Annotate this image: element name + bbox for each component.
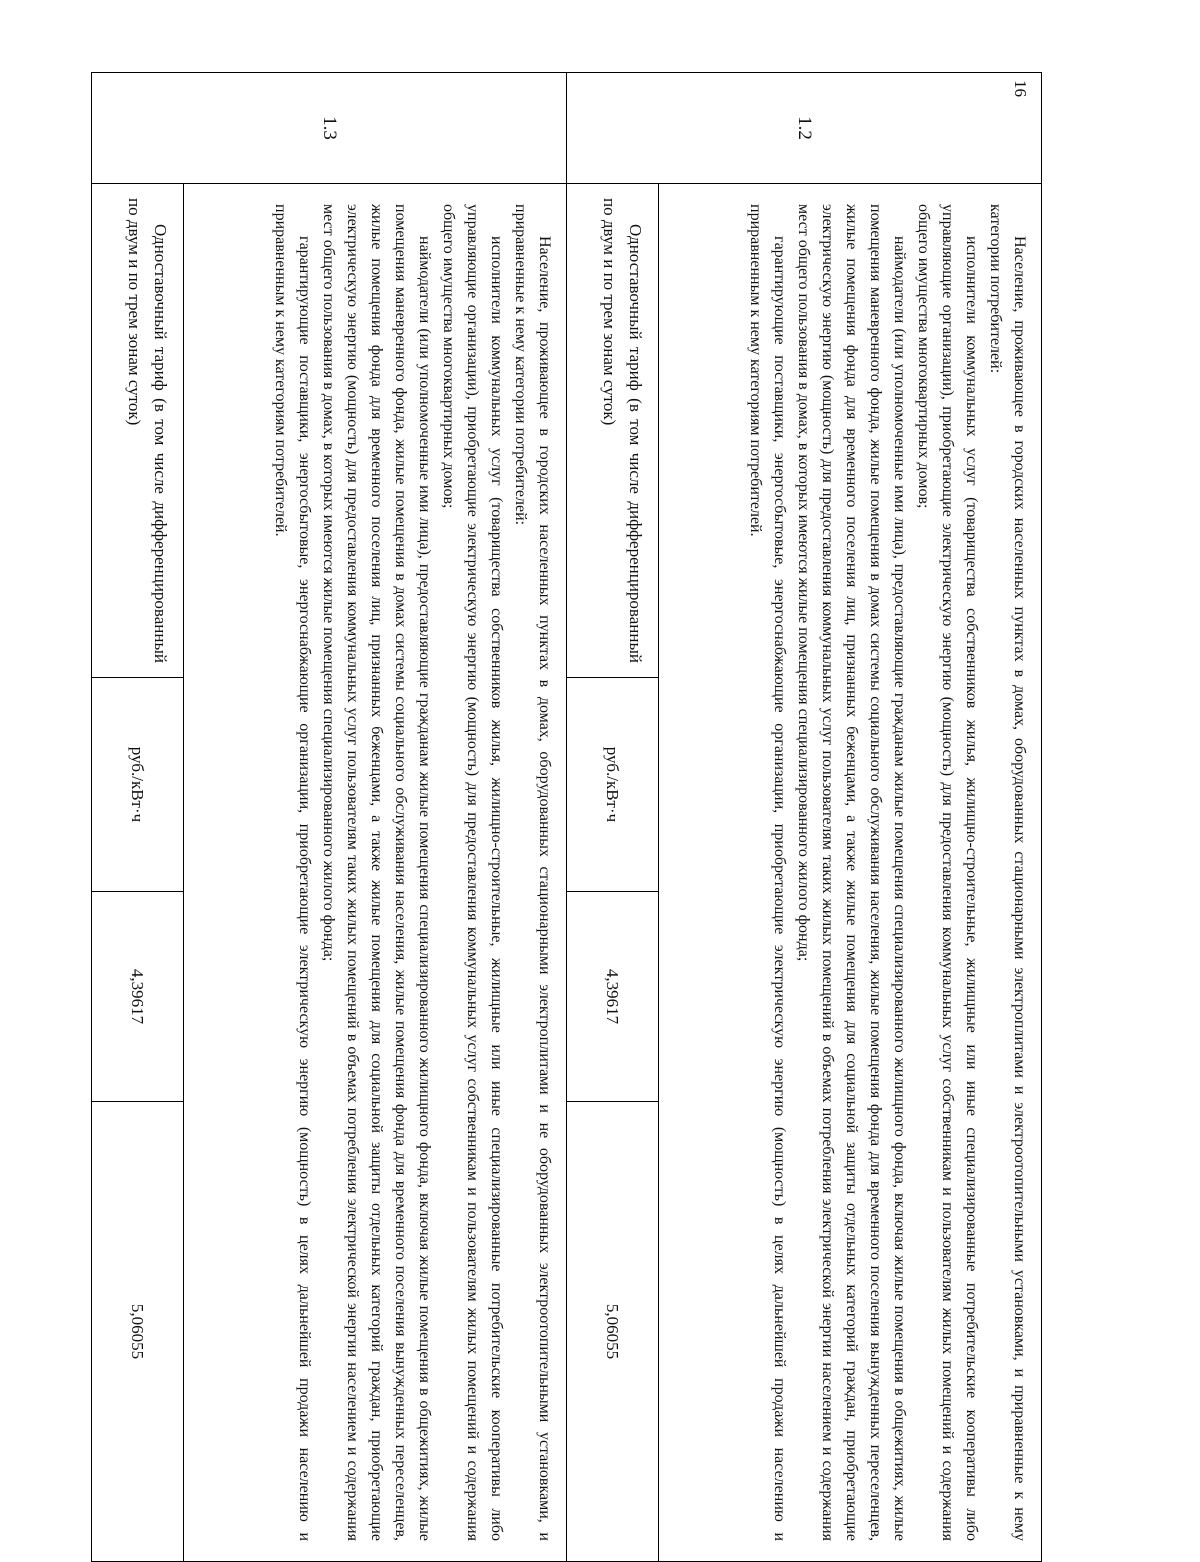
tariff-unit: руб./кВт·ч xyxy=(92,678,183,892)
tariff-table xyxy=(91,72,1042,1562)
description-paragraph: наймодатели (или уполномоченные ими лица), предоставляющие гражданам жилые помещения специализированного жилищного фонда, включая жилые помещения в общежитиях, жилые помещения маневренного фонда, жилые помещения в домах системы социального обслуживания населения, жилые помещения фонда для временного поселения вынужденных переселенцев, жилые помещения фонда для временного поселения лиц, признанных беженцами, а также жилые помещения для социальной защиты отдельных категорий граждан, приобретающие электрическую энергию (мощность) для предоставления коммунальных услуг пользователям таких жилых помещений в объемах потребления электрической энергии населением и содержания мест общего пользования в домах, в которых имеются жилые помещения специализированного жилого фонда; xyxy=(795,204,908,1541)
tariff-value-first-half: 4,39617 xyxy=(567,892,658,1102)
row-number: 1.3 xyxy=(91,72,566,184)
description-paragraph: исполнители коммунальных услуг (товарищества собственников жилья, жилищно-строительные, жилищные или иные специализированные потребительские кооперативы либо управляющие организации), приобретающие электрическую энергию (мощность) для предоставления коммунальных услуг собственникам и пользователям жилых помещений и содержания общего имущества многоквартирных домов; xyxy=(440,204,505,1541)
row-description xyxy=(659,184,1041,1561)
tariff-label: Одноставочный тариф (в том числе дифференцированный по двум и по трем зонам суток) xyxy=(92,184,183,678)
tariff-value-second-half: 5,06055 xyxy=(603,1303,623,1360)
table-row xyxy=(566,184,1041,1562)
tariff-label: Одноставочный тариф (в том числе дифференцированный по двум и по трем зонам суток) xyxy=(567,184,658,678)
description-paragraph: наймодатели (или уполномоченные ими лица), предоставляющие гражданам жилые помещения специализированного жилищного фонда, включая жилые помещения в общежитиях, жилые помещения маневренного фонда, жилые помещения в домах системы социального обслуживания населения, жилые помещения фонда для временного поселения вынужденных переселенцев, жилые помещения фонда для временного поселения лиц, признанных беженцами, а также жилые помещения для социальной защиты отдельных категорий граждан, приобретающие электрическую энергию (мощность) для предоставления коммунальных услуг пользователям таких жилых помещений в объемах потребления электрической энергии населением и содержания мест общего пользования в домах, в которых имеются жилые помещения специализированного жилого фонда; xyxy=(320,204,433,1541)
description-paragraph: гарантирующие поставщики, энергосбытовые, энергоснабжающие организации, приобретающие электрическую энергию (мощность) в целях дальнейшей продажи населению и приравненным к нему категориям потребителей. xyxy=(272,204,313,1541)
description-paragraph: Население, проживающее в городских населенных пунктах в домах, оборудованных стационарными электроплитами и не оборудованных электроотопительными установками, и приравненные к нему категории потребителей: xyxy=(512,204,553,1541)
tariff-unit: руб./кВт·ч xyxy=(567,678,658,892)
description-paragraph: Население, проживающее в городских населенных пунктах в домах, оборудованных стационарными электроплитами и электроотопительными установками, и приравненные к нему категории потребителей: xyxy=(987,204,1028,1541)
row-description xyxy=(184,184,566,1561)
description-paragraph: гарантирующие поставщики, энергосбытовые, энергоснабжающие организации, приобретающие электрическую энергию (мощность) в целях дальнейшей продажи населению и приравненным к нему категориям потребителей. xyxy=(747,204,788,1541)
description-paragraph: исполнители коммунальных услуг (товарищества собственников жилья, жилищно-строительные, жилищные или иные специализированные потребительские кооперативы либо управляющие организации), приобретающие электрическую энергию (мощность) для предоставления коммунальных услуг собственникам и пользователям жилых помещений и содержания общего имущества многоквартирных домов; xyxy=(915,204,980,1541)
tariff-row xyxy=(92,184,184,1561)
page-number: 16 xyxy=(1011,80,1030,97)
tariff-value-second-half: 5,06055 xyxy=(128,1303,148,1360)
table-row xyxy=(91,184,566,1562)
row-number: 1.2 xyxy=(566,72,1041,184)
tariff-row xyxy=(567,184,659,1561)
tariff-value-first-half: 4,39617 xyxy=(92,892,183,1102)
tariff-table-rotated xyxy=(92,72,1042,1562)
